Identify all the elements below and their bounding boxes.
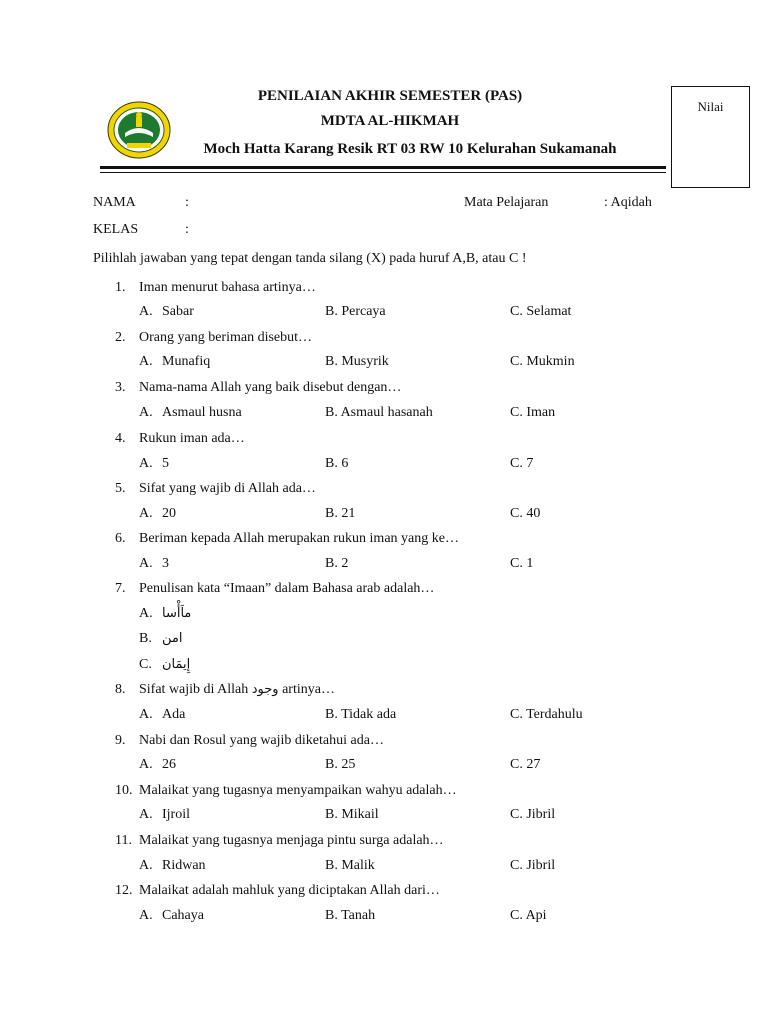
option-b: B. Musyrik bbox=[325, 354, 389, 369]
option-a-text: 3 bbox=[162, 556, 169, 571]
score-label: Nilai bbox=[697, 99, 724, 114]
instruction: Pilihlah jawaban yang tepat dengan tanda silang (X) pada huruf A,B, atau C ! bbox=[93, 251, 527, 266]
option-c: C. Iman bbox=[510, 405, 556, 420]
question-text-arabic: وجود bbox=[251, 682, 279, 697]
question-text: Sifat yang wajib di Allah ada… bbox=[139, 481, 316, 496]
option-c-label: C. bbox=[139, 657, 152, 672]
option-a-label: A. bbox=[139, 606, 153, 621]
option-a-label: A. bbox=[139, 858, 153, 873]
option-a-label: A. bbox=[139, 757, 153, 772]
option-a-text: Asmaul husna bbox=[162, 405, 242, 420]
option-c: C. Api bbox=[510, 908, 547, 923]
question-number: 1. bbox=[115, 280, 126, 295]
question-number: 2. bbox=[115, 330, 126, 345]
header-divider-thin bbox=[100, 172, 666, 173]
option-c: C. Selamat bbox=[510, 304, 572, 319]
option-a-text: Ridwan bbox=[162, 858, 206, 873]
question-number: 7. bbox=[115, 581, 126, 596]
option-b: B. 2 bbox=[325, 556, 349, 571]
option-b: B. Percaya bbox=[325, 304, 386, 319]
option-a-label: A. bbox=[139, 304, 153, 319]
option-a-text: 26 bbox=[162, 757, 176, 772]
question-number: 3. bbox=[115, 380, 126, 395]
school-address: Moch Hatta Karang Resik RT 03 RW 10 Kelurahan Sukamanah bbox=[203, 141, 617, 157]
question-text: Penulisan kata “Imaan” dalam Bahasa arab adalah… bbox=[139, 581, 435, 596]
school-name: MDTA AL-HIKMAH bbox=[320, 113, 460, 129]
question-text-post: artinya… bbox=[282, 682, 335, 697]
option-a-arabic: ماَأْسا bbox=[162, 606, 192, 621]
option-a-text: Munafiq bbox=[162, 354, 211, 369]
question-text: Malaikat adalah mahluk yang diciptakan Allah dari… bbox=[139, 883, 440, 898]
option-a-text: 20 bbox=[162, 506, 176, 521]
question-text-pre: Sifat wajib di Allah bbox=[139, 682, 249, 697]
name-label: NAMA bbox=[93, 195, 136, 210]
option-c: C. Mukmin bbox=[510, 354, 575, 369]
option-b-arabic: امن bbox=[162, 631, 183, 646]
option-b: B. 21 bbox=[325, 506, 356, 521]
header-divider-thick bbox=[100, 166, 666, 169]
question-number: 4. bbox=[115, 431, 126, 446]
subject-value: : Aqidah bbox=[604, 195, 652, 210]
question-number: 11. bbox=[115, 833, 132, 848]
option-a-text: 5 bbox=[162, 456, 169, 471]
option-c: C. Terdahulu bbox=[510, 707, 583, 722]
option-a-label: A. bbox=[139, 354, 153, 369]
question-text: Iman menurut bahasa artinya… bbox=[139, 280, 316, 295]
question-text: Malaikat yang tugasnya menyampaikan wahyu adalah… bbox=[139, 783, 457, 798]
option-c: C. 1 bbox=[510, 556, 534, 571]
option-c: C. 7 bbox=[510, 456, 534, 471]
option-b-label: B. bbox=[139, 631, 152, 646]
option-b: B. Tanah bbox=[325, 908, 376, 923]
option-a-label: A. bbox=[139, 908, 153, 923]
subject-label: Mata Pelajaran bbox=[464, 195, 549, 210]
name-colon: : bbox=[185, 195, 189, 210]
option-b: B. 25 bbox=[325, 757, 356, 772]
question-text: Nabi dan Rosul yang wajib diketahui ada… bbox=[139, 733, 384, 748]
option-c: C. 27 bbox=[510, 757, 541, 772]
option-a-text: Cahaya bbox=[162, 908, 204, 923]
option-b: B. Mikail bbox=[325, 807, 379, 822]
question-text: Orang yang beriman disebut… bbox=[139, 330, 313, 345]
question-number: 5. bbox=[115, 481, 126, 496]
school-logo bbox=[107, 101, 171, 159]
option-a-label: A. bbox=[139, 506, 153, 521]
option-a-text: Sabar bbox=[162, 304, 194, 319]
option-c: C. 40 bbox=[510, 506, 541, 521]
class-label: KELAS bbox=[93, 222, 139, 237]
option-b: B. 6 bbox=[325, 456, 349, 471]
option-a-label: A. bbox=[139, 405, 153, 420]
question-number: 12. bbox=[115, 883, 133, 898]
question-number: 8. bbox=[115, 682, 126, 697]
option-a-label: A. bbox=[139, 556, 153, 571]
question-text: Beriman kepada Allah merupakan rukun iman yang ke… bbox=[139, 531, 459, 546]
option-a-text: Ada bbox=[162, 707, 186, 722]
option-a-label: A. bbox=[139, 807, 153, 822]
option-c-arabic: إِيمَان bbox=[162, 657, 191, 672]
question-number: 10. bbox=[115, 783, 133, 798]
question-text: Nama-nama Allah yang baik disebut dengan… bbox=[139, 380, 402, 395]
option-a-label: A. bbox=[139, 456, 153, 471]
question-text: Malaikat yang tugasnya menjaga pintu surga adalah… bbox=[139, 833, 444, 848]
option-c: C. Jibril bbox=[510, 807, 556, 822]
question-number: 6. bbox=[115, 531, 126, 546]
question-text bbox=[139, 681, 335, 699]
option-b: B. Asmaul hasanah bbox=[325, 405, 433, 420]
question-text: Rukun iman ada… bbox=[139, 431, 245, 446]
option-c: C. Jibril bbox=[510, 858, 556, 873]
option-a-label: A. bbox=[139, 707, 153, 722]
exam-title: PENILAIAN AKHIR SEMESTER (PAS) bbox=[257, 88, 523, 104]
question-number: 9. bbox=[115, 733, 126, 748]
option-b: B. Malik bbox=[325, 858, 375, 873]
score-box bbox=[671, 86, 750, 188]
class-colon: : bbox=[185, 222, 189, 237]
option-a-text: Ijroil bbox=[162, 807, 190, 822]
option-b: B. Tidak ada bbox=[325, 707, 397, 722]
